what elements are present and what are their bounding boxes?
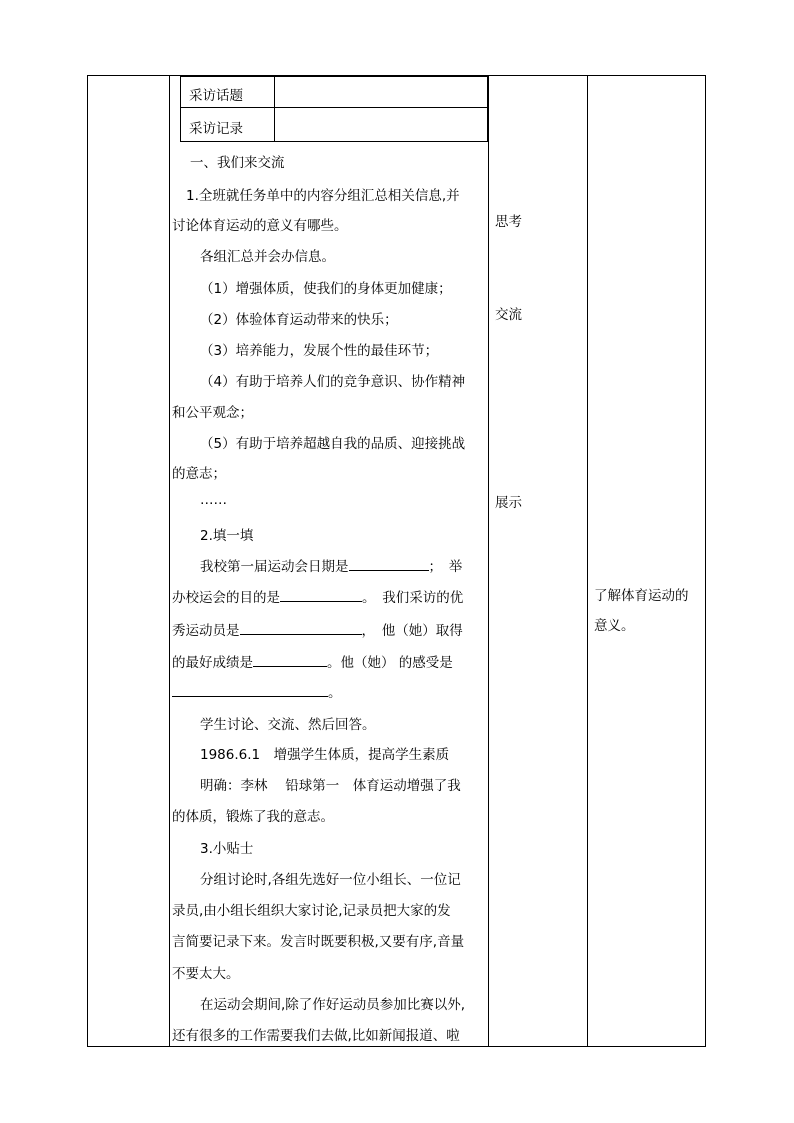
column-divider-3 <box>587 75 588 1047</box>
tip-line2: 录员,由小组长组织大家讨论,记录员把大家的发 <box>172 903 451 919</box>
interview-record-label: 采访记录 <box>189 121 243 137</box>
tail-line1: 在运动会期间,除了作好运动员参加比赛以外, <box>200 997 466 1013</box>
point-1: （1）增强体质，使我们的身体更加健康； <box>200 281 452 297</box>
tip-line1: 分组讨论时,各组先选好一位小组长、一位记 <box>200 872 461 888</box>
point-5-line2: 的意志； <box>172 466 226 482</box>
section-heading-3: 3.小贴士 <box>200 841 254 857</box>
tip-line4: 不要太大。 <box>172 966 240 982</box>
activity-think: 思考 <box>495 214 522 230</box>
column-divider-2 <box>488 75 489 1047</box>
activity-exchange: 交流 <box>495 307 522 323</box>
interview-topic-row <box>180 76 488 108</box>
interview-record-row <box>180 107 488 142</box>
answer-1: 1986.6.1 增强学生体质，提高学生素质 <box>200 747 450 763</box>
interview-table <box>180 76 488 142</box>
fill-line-a: 我校第一届运动会日期是 ； 举 <box>200 555 462 575</box>
point-3: （3）培养能力，发展个性的最佳环节； <box>200 343 439 359</box>
fill-line-c: 秀运动员是 ， 他（她）取得 <box>172 619 463 639</box>
fill-line-b: 办校运会的目的是 。 我们采访的优 <box>172 586 463 606</box>
fill-line-d: 的最好成绩是 。他（她） 的感受是 <box>172 651 453 671</box>
blank-purpose[interactable] <box>280 587 362 602</box>
answer-2-line1: 明确：李林 铅球第一 体育运动增强了我 <box>200 778 461 794</box>
section-heading-2: 2.填一填 <box>200 528 254 544</box>
interview-topic-label: 采访话题 <box>189 88 243 104</box>
point-2: （2）体验体育运动带来的快乐； <box>200 312 398 328</box>
blank-result[interactable] <box>253 652 327 667</box>
blank-athlete[interactable] <box>240 620 362 635</box>
point-5-line1: （5）有助于培养超越自我的品质、迎接挑战 <box>200 436 466 452</box>
tip-line3: 言简要记录下来。发言时既要积极,又要有序,音量 <box>172 934 465 950</box>
answer-2-line2: 的体质，锻炼了我的意志。 <box>172 809 334 825</box>
column-divider-1 <box>169 75 170 1047</box>
discuss-text: 学生讨论、交流、然后回答。 <box>200 717 376 733</box>
tail-line2: 还有很多的工作需要我们去做,比如新闻报道、啦 <box>172 1028 460 1044</box>
activity-present: 展示 <box>495 495 522 511</box>
ellipsis: …… <box>200 492 227 508</box>
fill-line-e: 。 <box>172 681 342 701</box>
point-4-line1: （4）有助于培养人们的竞争意识、协作精神 <box>200 374 466 390</box>
blank-date[interactable] <box>349 556 429 571</box>
purpose-line1: 了解体育运动的 <box>594 588 689 604</box>
summary-text: 各组汇总并会办信息。 <box>200 249 335 265</box>
item1-line1: 1.全班就任务单中的内容分组汇总相关信息,并 <box>186 188 460 204</box>
item1-line2: 讨论体育运动的意义有哪些。 <box>172 218 348 234</box>
purpose-line2: 意义。 <box>594 618 635 634</box>
section-heading-1: 一、我们来交流 <box>190 155 285 171</box>
point-4-line2: 和公平观念； <box>172 405 253 421</box>
blank-feeling[interactable] <box>172 682 328 697</box>
